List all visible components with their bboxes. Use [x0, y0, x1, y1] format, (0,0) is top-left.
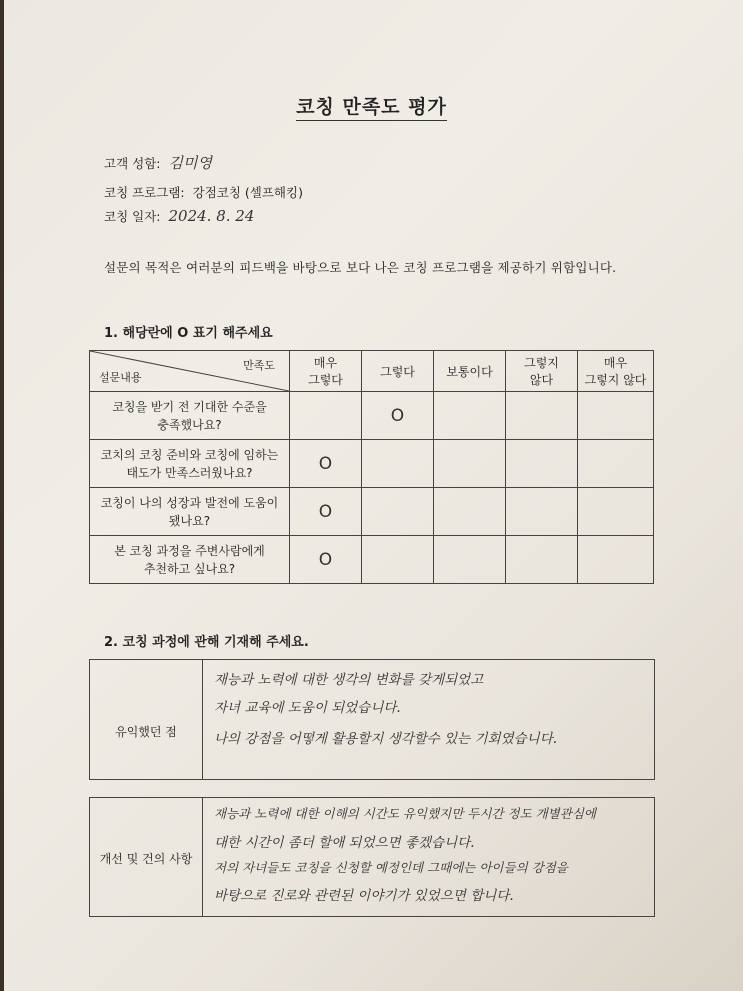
rating-cell: [506, 392, 578, 440]
improvement-label: 개선 및 건의 사항: [99, 852, 193, 866]
date-label: 코칭 일자:: [104, 209, 161, 224]
table-row: [90, 488, 654, 536]
program-label: 코칭 프로그램:: [104, 185, 185, 200]
rating-cell: [362, 488, 434, 536]
rating-cell: [434, 488, 506, 536]
improvement-line: 대한 시간이 좀더 할애 되었으면 좋겠습니다.: [214, 835, 475, 851]
circle-mark: O: [390, 405, 405, 426]
column-header: 매우 그렇다: [290, 351, 362, 392]
section1-title: 1. 해당란에 O 표기 해주세요: [104, 326, 273, 341]
section2-title: 2. 코칭 과정에 관해 기재해 주세요.: [104, 635, 309, 650]
rating-cell: [506, 536, 578, 584]
table-row: [90, 536, 654, 584]
column-header: 보통이다: [434, 351, 506, 392]
rating-cell: [578, 392, 654, 440]
program-value: 강점코칭 (셀프해킹): [192, 185, 303, 200]
purpose-text: 설문의 목적은 여러분의 피드백을 바탕으로 보다 나은 코칭 프로그램을 제공하기 위함입니다.: [104, 260, 617, 275]
rating-cell: [290, 536, 362, 584]
rating-cell: [506, 440, 578, 488]
rating-cell: [578, 440, 654, 488]
rating-cell: [506, 488, 578, 536]
divider: [202, 660, 203, 779]
improvement-box: [89, 797, 655, 917]
question-cell: 본 코칭 과정을 주변사람에게 추천하고 싶나요?: [90, 536, 290, 584]
program-row: [104, 183, 303, 201]
column-header: 매우 그렇지 않다: [578, 351, 654, 392]
name-value: 김미영: [168, 154, 212, 172]
column-header: 그렇지 않다: [506, 351, 578, 392]
circle-mark: O: [318, 501, 333, 522]
useful-label: 유익했던 점: [115, 725, 177, 739]
improvement-line: 재능과 노력에 대한 이해의 시간도 유익했지만 두시간 정도 개별관심에: [214, 806, 596, 821]
rating-cell: [578, 488, 654, 536]
improvement-line: 바탕으로 진로와 관련된 이야기가 있었으면 합니다.: [214, 888, 514, 904]
table-header-row: [90, 351, 654, 392]
question-cell: 코칭이 나의 성장과 발전에 도움이 됐나요?: [90, 488, 290, 536]
useful-line: 재능과 노력에 대한 생각의 변화를 갖게되었고: [214, 672, 484, 688]
rating-table: [89, 350, 654, 584]
rating-cell: [290, 440, 362, 488]
rating-cell: [362, 440, 434, 488]
table-row: [90, 440, 654, 488]
name-row: [104, 152, 212, 173]
useful-box: [89, 659, 655, 780]
name-label: 고객 성함:: [104, 156, 161, 171]
date-value: 2024. 8. 24: [168, 207, 255, 225]
rating-cell: [362, 392, 434, 440]
rating-cell: [434, 440, 506, 488]
corner-bottom-label: 설문내용: [99, 371, 142, 384]
rating-cell: [362, 536, 434, 584]
useful-line: 자녀 교육에 도움이 되었습니다.: [214, 700, 401, 716]
column-header: 그렇다: [362, 351, 434, 392]
question-cell: 코칭을 받기 전 기대한 수준을 충족했나요?: [90, 392, 290, 440]
rating-cell: [434, 536, 506, 584]
date-row: [104, 207, 254, 225]
rating-cell: [290, 488, 362, 536]
table-row: [90, 392, 654, 440]
corner-top-label: 만족도: [243, 359, 275, 372]
corner-cell: [90, 351, 290, 392]
circle-mark: O: [318, 453, 333, 474]
divider: [202, 798, 203, 916]
page-title: 코칭 만족도 평가: [0, 92, 743, 119]
rating-cell: [434, 392, 506, 440]
improvement-line: 저의 자녀들도 코칭을 신청할 예정인데 그때에는 아이들의 강점을: [214, 860, 568, 875]
circle-mark: O: [318, 549, 333, 570]
rating-cell: [578, 536, 654, 584]
question-cell: 코치의 코칭 준비와 코칭에 임하는 태도가 만족스러웠나요?: [90, 440, 290, 488]
rating-cell: [290, 392, 362, 440]
useful-line: 나의 강점을 어떻게 활용할지 생각할수 있는 기회였습니다.: [214, 731, 558, 747]
